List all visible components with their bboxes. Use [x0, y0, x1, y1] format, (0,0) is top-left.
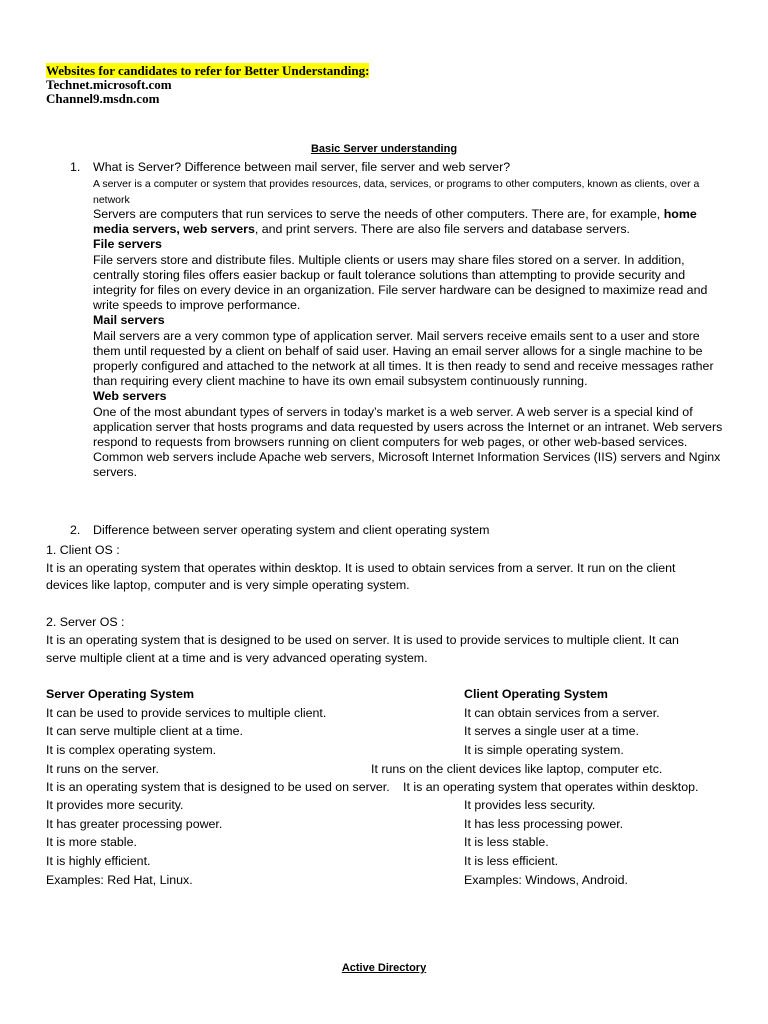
comparison-server-cell: It is highly efficient. [46, 854, 151, 868]
comparison-client-cell: It provides less security. [464, 798, 596, 812]
comparison-server-cell: It is complex operating system. [46, 743, 217, 757]
file-servers-heading: File servers [93, 237, 162, 252]
references-intro: Websites for candidates to refer for Better Understanding: [46, 63, 370, 78]
client-os-text-line1: It is an operating system that operates within desktop. It is used to obtain services from a server. It run on the client [46, 561, 676, 575]
comparison-client-cell: It runs on the client devices like laptop, computer etc. [371, 762, 663, 776]
q1-question: What is Server? Difference between mail server, file server and web server? [93, 160, 511, 174]
comparison-server-cell: It provides more security. [46, 798, 184, 812]
reference-link-channel9[interactable]: Channel9.msdn.com [46, 91, 160, 106]
servers-intro: Servers are computers that run services to serve the needs of other computers. There are, for example, home media servers, web servers, and print servers. There are also file servers and database servers. [93, 207, 697, 237]
server-os-text-line2: serve multiple client at a time and is very advanced operating system. [46, 651, 428, 665]
client-os-label: 1. Client OS : [46, 543, 120, 557]
q2-number: 2. [70, 523, 81, 537]
comparison-server-cell: It is more stable. [46, 835, 137, 849]
comparison-client-cell: It is less efficient. [464, 854, 559, 868]
comparison-server-cell: Examples: Red Hat, Linux. [46, 873, 193, 887]
comparison-server-cell: It can serve multiple client at a time. [46, 724, 243, 738]
web-servers-heading: Web servers [93, 389, 167, 404]
client-os-column-header: Client Operating System [464, 687, 608, 701]
mail-servers-heading: Mail servers [93, 313, 165, 328]
q1-number: 1. [70, 160, 81, 174]
comparison-client-cell: Examples: Windows, Android. [464, 873, 628, 887]
q1-answer [93, 207, 723, 481]
server-definition: A server is a computer or system that provides resources, data, services, or programs to other computers, known as clients, over a network [93, 178, 700, 206]
comparison-server-cell: It runs on the server. [46, 762, 159, 776]
comparison-client-cell: It is an operating system that operates within desktop. [403, 780, 699, 794]
server-os-column-header: Server Operating System [46, 687, 195, 701]
server-os-text-line1: It is an operating system that is designed to be used on server. It is used to provide services to multiple client. It can [46, 633, 679, 647]
section-title-basic-server: Basic Server understanding [310, 143, 458, 155]
comparison-client-cell: It has less processing power. [464, 817, 624, 831]
file-servers-text: File servers store and distribute files. Multiple clients or users may share files stored on a server. In addition, centrally storing files offers easier backup or fault tolerance solutions than attempting to provide security and integrity for files on every device in an organization. File server hardware can be designed to maximize read and write speeds to improve performance. [93, 252, 708, 313]
client-os-text-line2: devices like laptop, computer and is very simple operating system. [46, 578, 410, 592]
comparison-server-cell: It can be used to provide services to multiple client. [46, 706, 327, 720]
web-servers-text: One of the most abundant types of servers in today’s market is a web server. A web server is a special kind of application server that hosts programs and data requested by users across the Internet or an intranet. Web servers respond to requests from browsers running on client computers for web pages, or other web-based services. Common web servers include Apache web servers, Microsoft Internet Information Services (IIS) servers and Nginx servers. [93, 404, 723, 480]
mail-servers-text: Mail servers are a very common type of application server. Mail servers receive emails sent to a user and store them until requested by a client on behalf of said user. Having an email server allows for a single machine to be properly configured and attached to the network at all times. It is then ready to send and receive messages rather than requiring every client machine to have its own email subsystem continuously running. [93, 328, 714, 389]
comparison-client-cell: It is less stable. [464, 835, 549, 849]
comparison-server-cell: It is an operating system that is designed to be used on server. [46, 780, 390, 794]
server-os-label: 2. Server OS : [46, 615, 125, 629]
comparison-client-cell: It can obtain services from a server. [464, 706, 660, 720]
reference-link-technet[interactable]: Technet.microsoft.com [46, 77, 172, 92]
comparison-client-cell: It is simple operating system. [464, 743, 624, 757]
comparison-client-cell: It serves a single user at a time. [464, 724, 639, 738]
section-title-active-directory: Active Directory [341, 962, 427, 974]
q2-question: Difference between server operating system and client operating system [93, 523, 490, 537]
comparison-server-cell: It has greater processing power. [46, 817, 223, 831]
